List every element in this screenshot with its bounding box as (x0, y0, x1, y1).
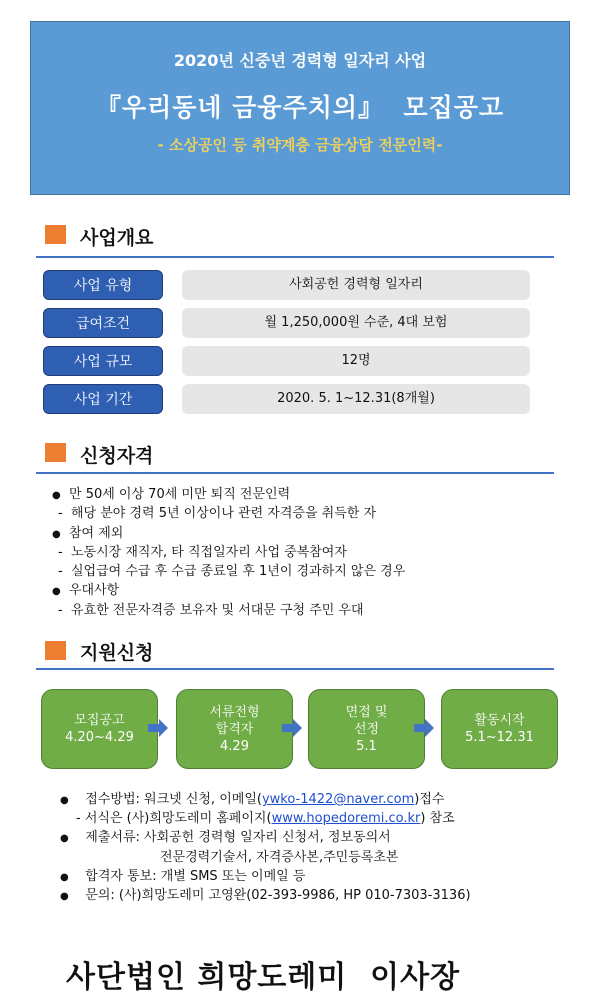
section-marker (45, 443, 66, 462)
flow-step-screening (176, 689, 293, 769)
overview-value: 사회공헌 경력형 일자리 (182, 270, 530, 300)
section-marker (45, 641, 66, 660)
notice-text: 합격자 통보: 개별 SMS 또는 이메일 등 (85, 869, 306, 884)
method-text: )접수 (414, 792, 445, 807)
dash: - (58, 545, 63, 560)
list-item-text: 해당 분야 경력 5년 이상이나 관련 자격증을 취득한 자 (70, 506, 377, 521)
bullet: ● (60, 833, 69, 844)
bullet: ● (52, 586, 61, 597)
flow-step-text: 5.1~12.31 (465, 730, 534, 745)
flow-step-interview (308, 689, 425, 769)
contact-text: 문의: (사)희망도레미 고영완(02-393-9986, HP 010-7303-3136) (85, 888, 471, 903)
section-marker (45, 225, 66, 244)
application-contact (60, 884, 471, 903)
flow-step-text: 서류전형 (209, 704, 260, 720)
flow-step-text: 4.29 (220, 738, 249, 754)
list-item-text: 우대사항 (69, 583, 120, 598)
flow-step-text: 선정 (353, 721, 380, 737)
dash: - (58, 603, 63, 618)
list-item-text: 유효한 전문자격증 보유자 및 서대문 구청 주민 우대 (70, 603, 364, 618)
dash: - (58, 564, 63, 579)
bullet: ● (60, 872, 69, 883)
docs-text-line2: 전문경력기술서, 자격증사본,주민등록초본 (160, 850, 399, 865)
header-banner (30, 21, 570, 195)
section-title-overview: 사업개요 (80, 227, 154, 249)
arrow-right-icon (414, 719, 434, 737)
flow-step-text: 모집공고 (74, 713, 125, 728)
flow-step-text: 4.20~4.29 (65, 730, 134, 745)
bullet: ● (52, 529, 61, 540)
list-item-text: 참여 제외 (69, 526, 124, 541)
bullet: ● (52, 490, 61, 501)
docs-text: 제출서류: 사회공헌 경력형 일자리 신청서, 정보동의서 (85, 830, 391, 845)
header-line1: 2020년 신중년 경력형 일자리 사업 (173, 51, 427, 70)
section-title-eligibility: 신청자격 (80, 445, 154, 467)
list-item (58, 560, 405, 579)
flow-step-text: 활동시작 (474, 713, 525, 728)
bullet: ● (60, 891, 69, 902)
overview-label: 급여조건 (43, 308, 163, 338)
list-item-text: 실업급여 수급 후 수급 종료일 후 1년이 경과하지 않은 경우 (70, 564, 406, 579)
arrow-right-icon (282, 719, 302, 737)
application-method (60, 788, 444, 807)
dash: - (58, 506, 63, 521)
section-divider (36, 256, 554, 258)
arrow-right-icon (148, 719, 168, 737)
overview-label: 사업 규모 (43, 346, 163, 376)
flow-step-recruit (41, 689, 158, 769)
list-item-text: 만 50세 이상 70세 미만 퇴직 전문인력 (69, 487, 291, 502)
list-item (52, 522, 123, 541)
bullet: ● (60, 795, 69, 806)
flow-step-start (441, 689, 558, 769)
overview-value: 12명 (182, 346, 530, 376)
section-divider (36, 668, 554, 670)
signature: 사단법인 희망도레미 이사장 (66, 960, 461, 995)
application-form-note (76, 807, 455, 826)
email-link[interactable]: ywko-1422@naver.com (261, 792, 415, 807)
list-item (58, 599, 364, 618)
list-item-text: 노동시장 재직자, 타 직접일자리 사업 중복참여자 (70, 545, 347, 560)
flow-step-text: 면접 및 (345, 704, 388, 720)
list-item (58, 541, 347, 560)
section-divider (36, 472, 554, 474)
overview-label: 사업 유형 (43, 270, 163, 300)
overview-value: 2020. 5. 1~12.31(8개월) (182, 384, 530, 414)
application-notice (60, 865, 305, 884)
header-title: 『우리동네 금융주치의』 모집공고 (95, 93, 505, 122)
section-title-application: 지원신청 (80, 642, 154, 664)
header-subtitle: - 소상공인 등 취약계층 금융상담 전문인력- (157, 136, 443, 154)
flow-step-text: 합격자 (215, 721, 254, 737)
list-item (52, 483, 290, 502)
form-text: - 서식은 (사)희망도레미 홈페이지( (76, 811, 272, 826)
homepage-link[interactable]: www.hopedoremi.co.kr (271, 811, 421, 826)
flow-step-text: 5.1 (356, 738, 377, 754)
overview-value: 월 1,250,000원 수준, 4대 보험 (182, 308, 530, 338)
application-docs (60, 826, 391, 845)
overview-label: 사업 기간 (43, 384, 163, 414)
method-text: 접수방법: 워크넷 신청, 이메일( (85, 792, 262, 807)
list-item (58, 502, 376, 521)
list-item (52, 579, 119, 598)
form-text: ) 참조 (420, 811, 455, 826)
